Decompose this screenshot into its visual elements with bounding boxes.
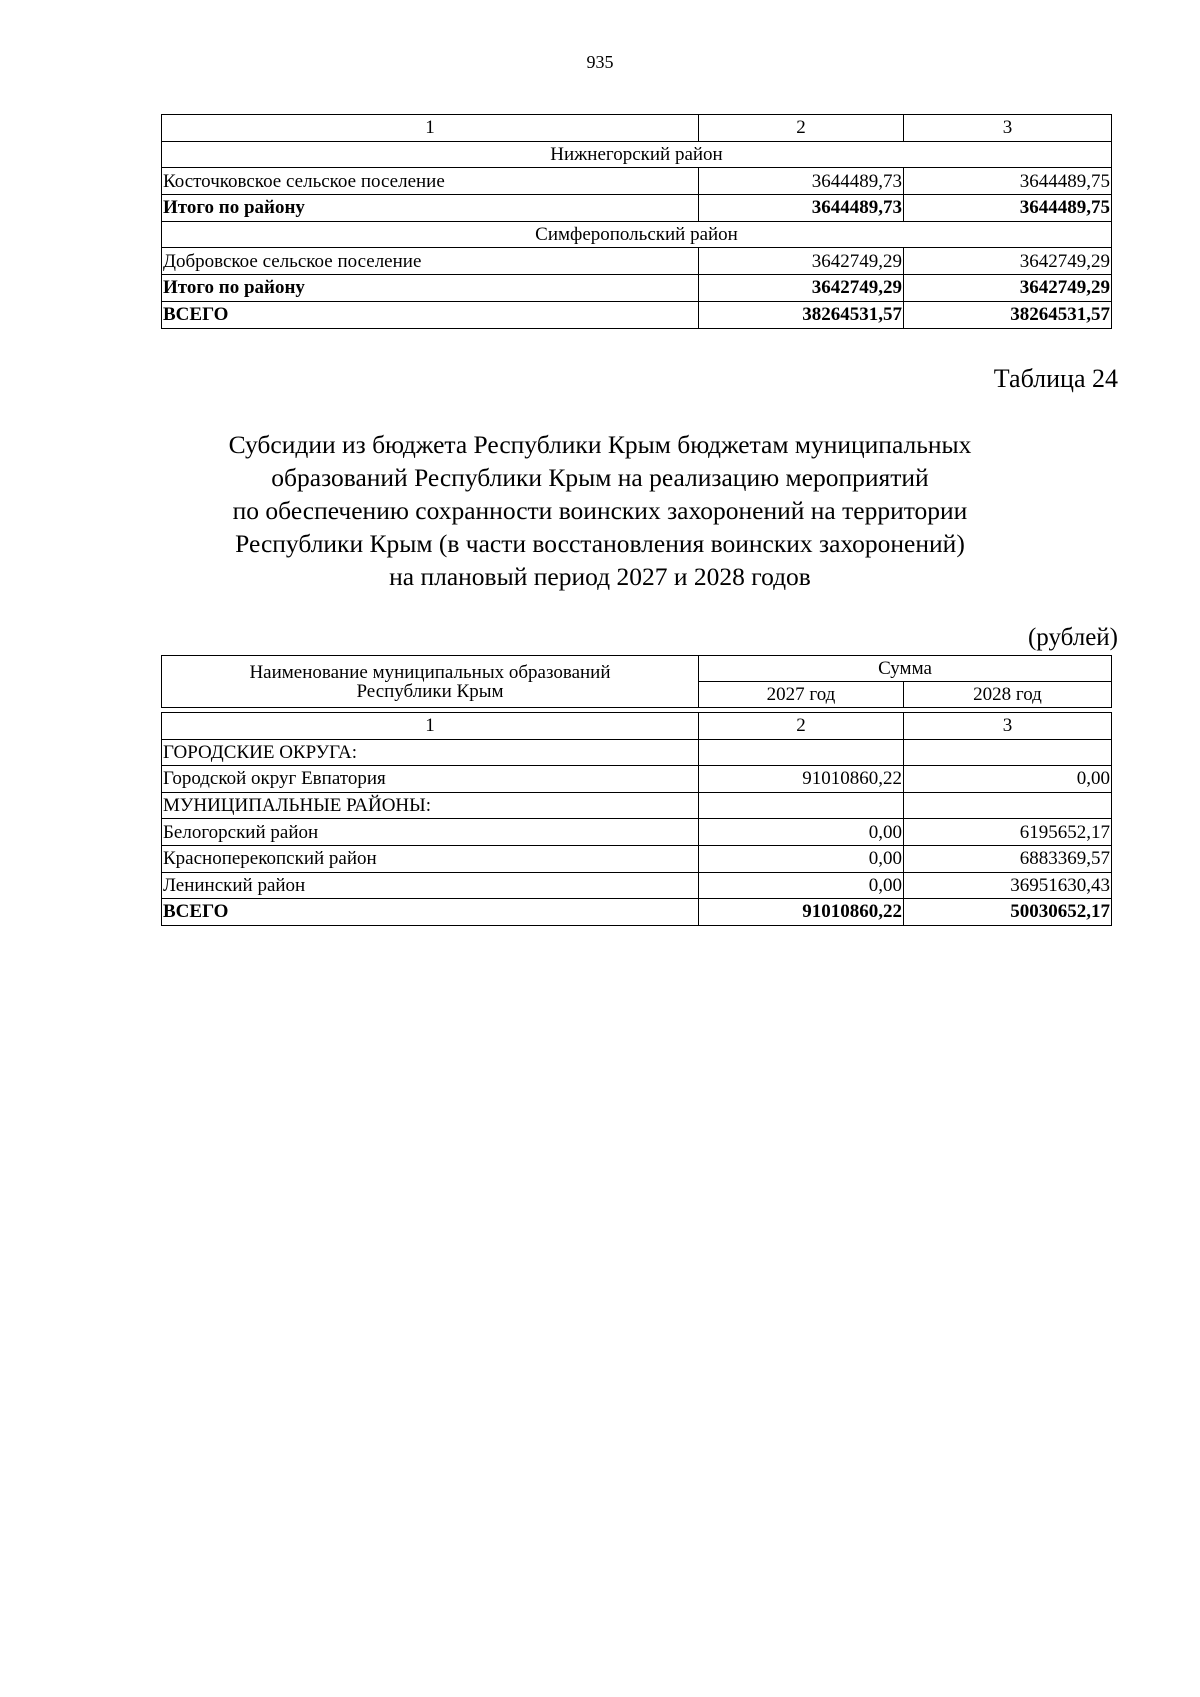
name-cell: Городской округ Евпатория [162, 766, 699, 793]
page-number: 935 [586, 52, 614, 72]
total-row [162, 195, 1112, 222]
value-2028-cell: 6883369,57 [904, 845, 1112, 872]
column-number-cell: 2 [699, 115, 904, 142]
table-row [162, 819, 1112, 846]
value-2027-cell: 0,00 [699, 845, 904, 872]
column-number-cell: 2 [699, 713, 904, 740]
header-name-cell [162, 656, 699, 708]
section-title-cell: Нижнегорский район [162, 141, 1112, 168]
value-2028-cell: 50030652,17 [904, 899, 1112, 926]
title-line: по обеспечению сохранности воинских захоронений на территории [232, 496, 968, 525]
title-line: на плановый период 2027 и 2028 годов [389, 562, 811, 591]
name-cell: Итого по району [162, 195, 699, 222]
header-year-2028: 2028 год [904, 682, 1112, 708]
name-cell: Итого по району [162, 275, 699, 302]
main-table [161, 712, 1112, 926]
total-row [162, 301, 1112, 328]
value-2027-cell: 3642749,29 [699, 248, 904, 275]
table-row [162, 248, 1112, 275]
value-2028-cell: 3644489,75 [904, 168, 1112, 195]
name-cell: ГОРОДСКИЕ ОКРУГА: [162, 739, 699, 766]
column-number-row [162, 115, 1112, 142]
title-line: образований Республики Крым на реализацию мероприятий [271, 463, 929, 492]
section-row [162, 221, 1112, 248]
value-2027-cell [699, 792, 904, 819]
main-table-header [161, 655, 1112, 708]
group-row [162, 739, 1112, 766]
value-2027-cell: 0,00 [699, 819, 904, 846]
value-2027-cell: 91010860,22 [699, 899, 904, 926]
name-cell: Косточковское сельское поселение [162, 168, 699, 195]
title-line: Субсидии из бюджета Республики Крым бюджетам муниципальных [228, 430, 972, 459]
main-table-body [162, 713, 1112, 926]
header-name-line: Республики Крым [356, 680, 504, 702]
continued-table [161, 114, 1112, 329]
column-number-cell: 1 [162, 115, 699, 142]
total-row [162, 275, 1112, 302]
name-cell: Добровское сельское поселение [162, 248, 699, 275]
value-2028-cell: 38264531,57 [904, 301, 1112, 328]
column-number-cell: 1 [162, 713, 699, 740]
table-row [162, 845, 1112, 872]
value-2027-cell: 3644489,73 [699, 168, 904, 195]
header-name-line: Наименование муниципальных образований [249, 661, 611, 683]
column-number-cell: 3 [904, 115, 1112, 142]
value-2028-cell: 6195652,17 [904, 819, 1112, 846]
group-row [162, 792, 1112, 819]
name-cell: Ленинский район [162, 872, 699, 899]
total-row [162, 899, 1112, 926]
table-title [150, 428, 1050, 593]
table-row [162, 872, 1112, 899]
column-number-cell: 3 [904, 713, 1112, 740]
header-year-2027: 2027 год [699, 682, 904, 708]
value-2027-cell: 38264531,57 [699, 301, 904, 328]
column-number-row [162, 713, 1112, 740]
value-2027-cell: 91010860,22 [699, 766, 904, 793]
units-label: (рублей) [1027, 624, 1118, 651]
name-cell: МУНИЦИПАЛЬНЫЕ РАЙОНЫ: [162, 792, 699, 819]
value-2027-cell: 0,00 [699, 872, 904, 899]
section-title-cell: Симферопольский район [162, 221, 1112, 248]
continued-table-body [162, 115, 1112, 329]
value-2028-cell: 0,00 [904, 766, 1112, 793]
section-row [162, 141, 1112, 168]
table-row [162, 766, 1112, 793]
value-2028-cell: 3644489,75 [904, 195, 1112, 222]
value-2027-cell: 3644489,73 [699, 195, 904, 222]
name-cell: Красноперекопский район [162, 845, 699, 872]
title-line: Республики Крым (в части восстановления воинских захоронений) [235, 529, 965, 558]
value-2028-cell [904, 792, 1112, 819]
name-cell: Белогорский район [162, 819, 699, 846]
header-sum-cell: Сумма [699, 656, 1112, 682]
table-label: Таблица 24 [993, 364, 1118, 393]
name-cell: ВСЕГО [162, 899, 699, 926]
table-row [162, 168, 1112, 195]
value-2027-cell [699, 739, 904, 766]
value-2028-cell: 3642749,29 [904, 275, 1112, 302]
value-2028-cell: 3642749,29 [904, 248, 1112, 275]
value-2028-cell [904, 739, 1112, 766]
value-2027-cell: 3642749,29 [699, 275, 904, 302]
value-2028-cell: 36951630,43 [904, 872, 1112, 899]
name-cell: ВСЕГО [162, 301, 699, 328]
